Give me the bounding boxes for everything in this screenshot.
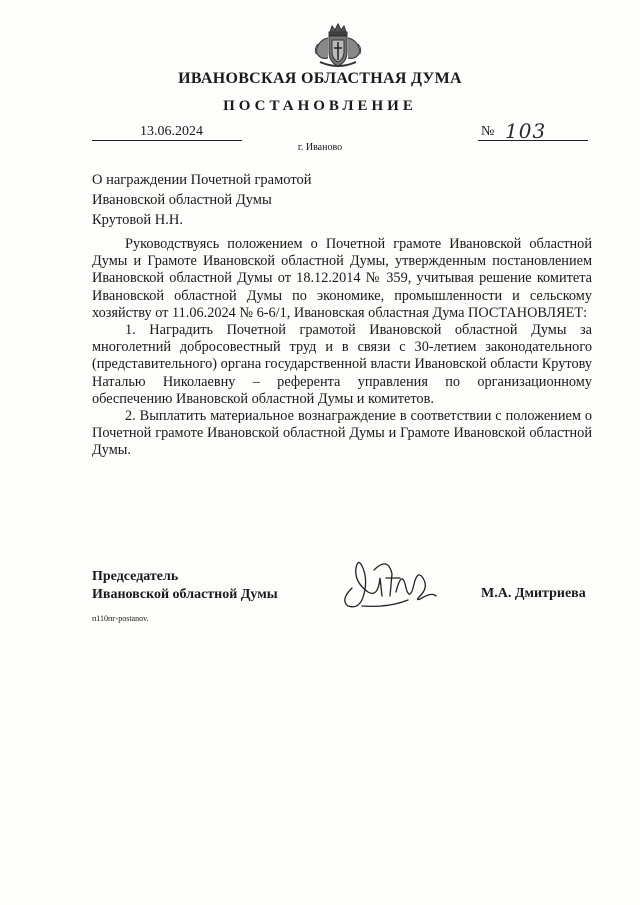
subject-block [92,170,312,230]
organization-name: ИВАНОВСКАЯ ОБЛАСТНАЯ ДУМА [178,70,462,87]
signatory-title [92,568,278,604]
document-type: ПОСТАНОВЛЕНИЕ [223,98,417,114]
body-paragraph: 1. Наградить Почетной грамотой Ивановской областной Думы за многолетний добросовестный труд и в связи с 30-летием законодательного (представительного) органа государственной власти Ивановской области Крутову Наталью Николаевну – референта управления по организационному обеспечению Ивановской областной Думы и комитетов. [92,322,592,407]
subject-line: Ивановской областной Думы [92,192,272,208]
file-code: п110пг-postanov. [92,614,149,623]
coat-of-arms-icon [310,22,366,70]
document-date: 13.06.2024 [140,124,203,139]
body-paragraph: 2. Выплатить материальное вознаграждение в соответствии с положением о Почетной грамоте Ивановской областной Думы и Грамоте Ивановской областной Думы. [92,408,592,459]
date-line [92,140,242,141]
body-paragraph: Руководствуясь положением о Почетной грамоте Ивановской областной Думы и Грамоте Ивановской областной Думы, утвержденным постановлением Ивановской областной Думы от 18.12.2014 № 359, учитывая решение комитета Ивановской областной Думы по экономике, промышленности и сельскому хозяйству от 11.06.2024 № 6-6/1, Ивановская областная Дума ПОСТАНОВЛЯЕТ: [92,236,592,321]
subject-line: Крутовой Н.Н. [92,212,183,228]
subject-line: О награждении Почетной грамотой [92,172,312,188]
document-number: 103 [505,119,547,143]
signatory-title-line: Председатель [92,569,179,584]
document-body [92,236,592,460]
signatory-name: М.А. Дмитриева [481,586,586,601]
city: г. Иваново [297,142,343,153]
handwritten-signature [338,548,446,614]
signatory-title-line: Ивановской областной Думы [92,587,278,602]
number-sign: № [481,124,495,139]
